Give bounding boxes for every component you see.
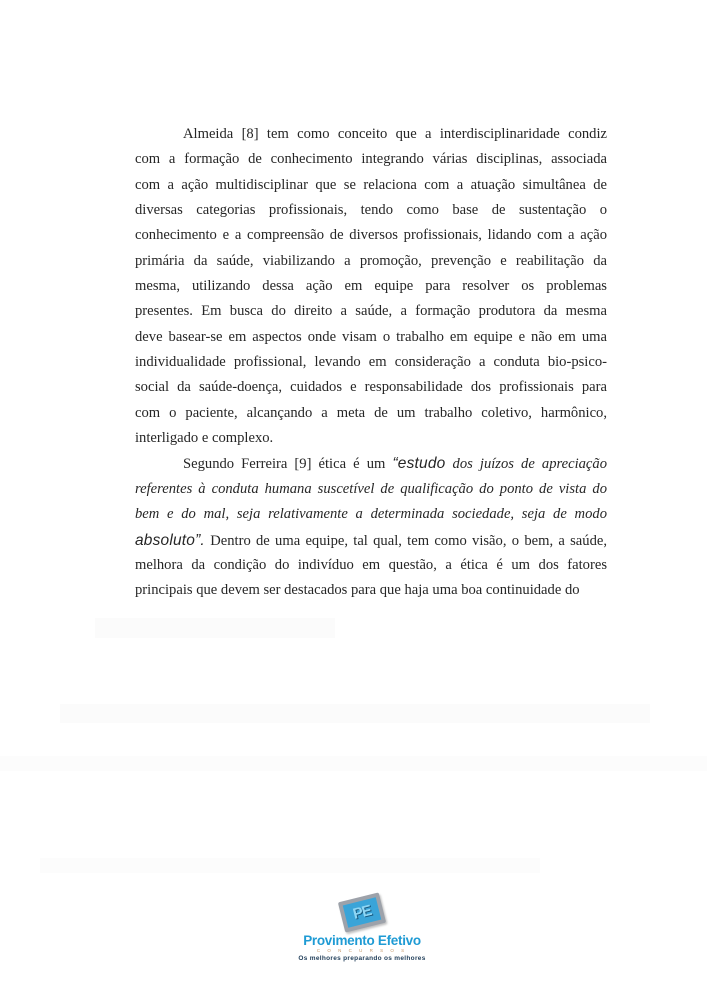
text-segment: absoluto”.: [135, 531, 205, 549]
pe-box-logo-icon: [338, 892, 386, 932]
text-segment: Dentro de uma equipe, tal qual, tem como visão, o bem, a saúde,: [204, 532, 607, 549]
text-segment: individualidade profissional, levando em consideração a conduta bio-psico-: [135, 354, 607, 371]
logo-brand-text: Provimento Efetivo: [303, 933, 421, 948]
text-line: [135, 147, 607, 172]
text-line: [135, 325, 607, 350]
scan-artifact: [95, 618, 335, 638]
text-segment: interligado e complexo.: [135, 430, 274, 447]
text-segment: principais que devem ser destacados para que haja uma boa continuidade do: [135, 582, 580, 599]
text-line: [135, 451, 607, 476]
text-segment: com a ação multidisciplinar que se relaciona com a atuação simultânea de: [135, 176, 607, 193]
scan-artifact: [60, 704, 650, 723]
text-segment: Segundo Ferreira [9] ética é um: [183, 456, 393, 473]
text-line: [135, 502, 607, 527]
text-segment: Almeida [8] tem como conceito que a interdisciplinaridade condiz: [183, 126, 607, 142]
pe-logo-letters: PE: [351, 902, 373, 923]
text-segment: presentes. Em busca do direito a saúde, a formação produtora da mesma: [135, 303, 607, 320]
text-line: [135, 274, 607, 299]
text-segment: dos juízos de apreciação: [445, 456, 607, 473]
text-line: [135, 198, 607, 223]
text-line: [135, 401, 607, 426]
text-segment: deve basear-se em aspectos onde visam o trabalho em equipe e não em uma: [135, 328, 607, 345]
text-line: [135, 223, 607, 248]
footer-logo: [292, 893, 432, 962]
text-line: [135, 553, 607, 578]
text-segment: conhecimento e a compreensão de diversos profissionais, lidando com a ação: [135, 227, 607, 244]
scan-artifact: [0, 756, 707, 771]
scan-artifact: [40, 858, 540, 873]
text-line: [135, 528, 607, 553]
text-segment: primária da saúde, viabilizando a promoção, prevenção e reabilitação da: [135, 252, 607, 269]
text-line: [135, 477, 607, 502]
text-segment: melhora da condição do indivíduo em questão, a ética é um dos fatores: [135, 556, 607, 573]
text-line: [135, 375, 607, 400]
text-segment: social da saúde-doença, cuidados e responsabilidade dos profissionais para: [135, 379, 607, 396]
text-line: [135, 350, 607, 375]
text-line: [135, 578, 607, 603]
text-line: [135, 249, 607, 274]
text-segment: diversas categorias profissionais, tendo como base de sustentação o: [135, 202, 607, 219]
text-segment: bem e do mal, seja relativamente a determinada sociedade, seja de modo: [135, 506, 607, 523]
text-line: [135, 426, 607, 451]
text-segment: mesma, utilizando dessa ação em equipe para resolver os problemas: [135, 278, 607, 295]
body-text: [135, 122, 607, 604]
text-segment: “estudo: [392, 455, 446, 473]
logo-tagline-text: Os melhores preparando os melhores: [298, 955, 426, 962]
text-segment: com a formação de conhecimento integrando várias disciplinas, associada: [135, 151, 607, 168]
logo-subtitle-text: C O N C U R S O S: [316, 948, 408, 953]
text-segment: referentes à conduta humana suscetível de qualificação do ponto de vista do: [135, 480, 607, 497]
text-line: [135, 299, 607, 324]
text-line: [135, 122, 607, 147]
text-segment: com o paciente, alcançando a meta de um trabalho coletivo, harmônico,: [135, 404, 607, 421]
text-line: [135, 173, 607, 198]
